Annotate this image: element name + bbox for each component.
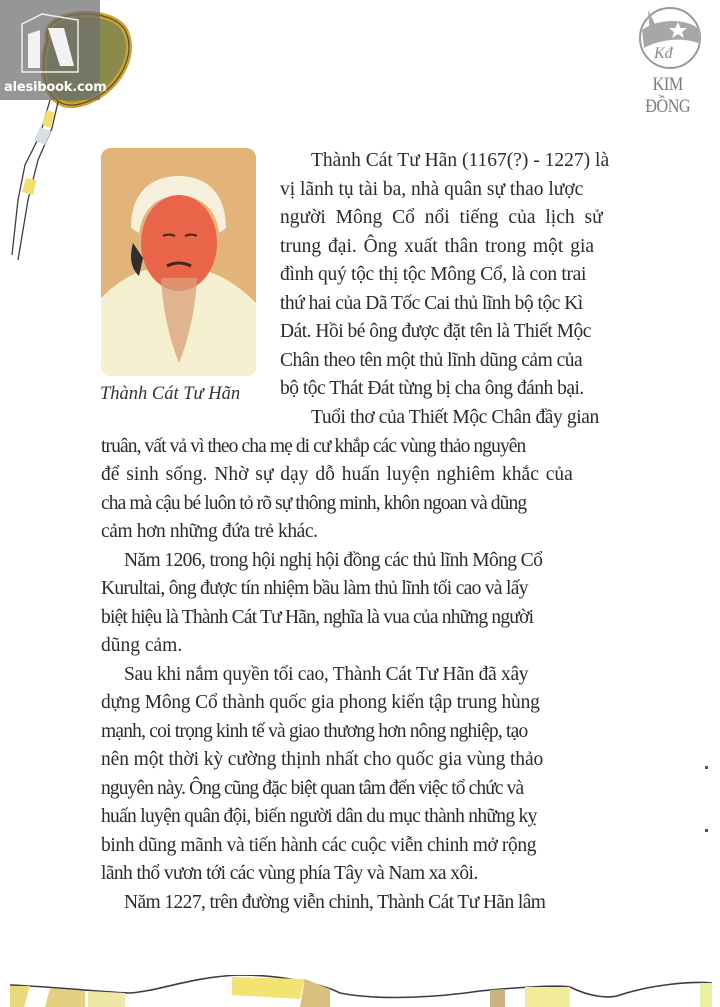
portrait-image — [101, 148, 256, 376]
genghis-khan-portrait — [101, 148, 256, 376]
text-line: huấn luyện quân đội, biến người dân du mục thành những kỵ — [101, 806, 537, 827]
text-line: Sau khi nắm quyền tối cao, Thành Cát Tư Hãn đã xây — [124, 664, 529, 685]
text-line: truân, vất vả vì theo cha mẹ di cư khắp các vùng thảo nguyên — [101, 436, 526, 457]
text-line: binh dũng mãnh và tiến hành các cuộc viễn chinh mở rộng — [101, 835, 537, 856]
text-line: trung đại. Ông xuất thân trong một gia — [280, 236, 595, 257]
text-line: thứ hai của Dã Tốc Cai thủ lĩnh bộ tộc Kì — [280, 293, 583, 314]
text-line: Năm 1227, trên đường viễn chinh, Thành Cát Tư Hãn lâm — [124, 892, 546, 913]
text-line: nguyên này. Ông cũng đặc biệt quan tâm đến việc tổ chức và — [101, 778, 524, 799]
svg-text:Kđ: Kđ — [654, 45, 673, 62]
watermark-text: alesibook.com — [4, 80, 107, 95]
publisher-logo — [628, 0, 714, 117]
text-line: dũng cảm. — [101, 635, 183, 656]
text-line: vị lãnh tụ tài ba, nhà quân sự thao lược — [280, 179, 584, 200]
text-line: dựng Mông Cổ thành quốc gia phong kiến tập trung hùng — [101, 692, 540, 713]
watermark-logo-icon — [18, 10, 82, 76]
text-line: Dát. Hồi bé ông được đặt tên là Thiết Mộc — [280, 321, 591, 342]
text-line: mạnh, coi trọng kinh tế và giao thương hơn nông nghiệp, tạo — [101, 721, 528, 742]
text-line: nên một thời kỳ cường thịnh nhất cho quốc gia vùng thảo — [101, 749, 544, 770]
text-line: để sinh sống. Nhờ sự dạy dỗ huấn luyện nghiêm khắc của — [101, 464, 573, 485]
text-line: cha mà cậu bé luôn tỏ rõ sự thông minh, khôn ngoan và dũng — [101, 493, 527, 514]
text-line: đình quý tộc thị tộc Mông Cổ, là con trai — [280, 264, 587, 285]
kim-dong-emblem-icon — [628, 0, 714, 76]
scan-speck — [705, 766, 708, 769]
text-line: cảm hơn những đứa trẻ khác. — [101, 521, 318, 542]
text-line: Tuổi thơ của Thiết Mộc Chân đầy gian — [311, 407, 599, 428]
text-line: Chân theo tên một thủ lĩnh dũng cảm của — [280, 350, 583, 371]
text-line: Thành Cát Tư Hãn (1167(?) - 1227) là — [311, 150, 610, 171]
text-line: lãnh thổ vươn tới các vùng phía Tây và Nam xa xôi. — [101, 863, 478, 884]
text-line: người Mông Cổ nổi tiếng của lịch sử — [280, 207, 603, 228]
text-line: Kurultai, ông được tín nhiệm bầu làm thủ lĩnh tối cao và lấy — [101, 578, 528, 599]
text-line: biệt hiệu là Thành Cát Tư Hãn, nghĩa là vua của những người — [101, 607, 534, 628]
text-line: bộ tộc Thát Đát từng bị cha ông đánh bại. — [280, 378, 584, 399]
text-line: Năm 1206, trong hội nghị hội đồng các thủ lĩnh Mông Cổ — [124, 550, 543, 571]
portrait-caption: Thành Cát Tư Hãn — [100, 384, 241, 404]
scan-speck — [705, 829, 708, 832]
ornament-bottom-border — [0, 975, 720, 1007]
watermark — [0, 0, 107, 100]
publisher-name: KIM ĐỒNG — [645, 74, 691, 117]
